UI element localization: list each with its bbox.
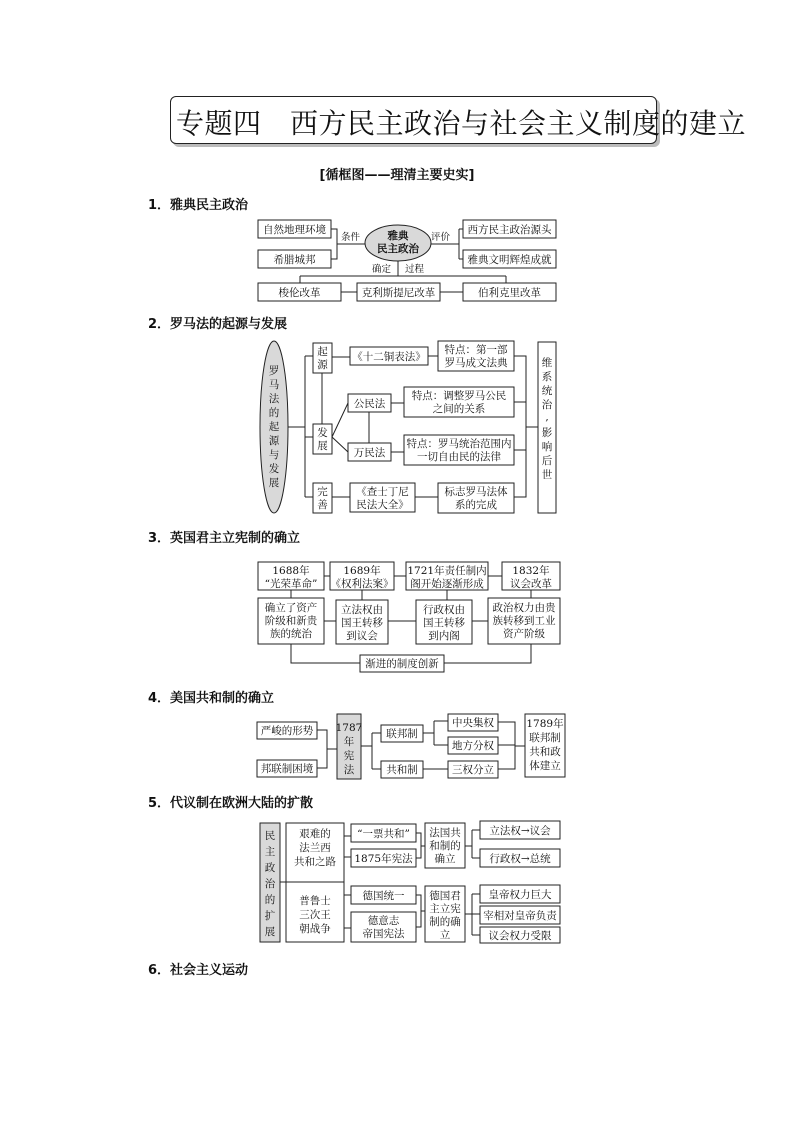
svg-text:议会改革: 议会改革 [510, 578, 552, 590]
d1-left2: 希腊城邦 [273, 254, 316, 266]
svg-text:源: 源 [317, 359, 328, 371]
section-heading-5: 5．代议制在欧洲大陆的扩散 [148, 796, 314, 811]
svg-text:三次王: 三次王 [299, 909, 331, 921]
svg-text:艰难的: 艰难的 [299, 828, 331, 840]
svg-text:宪: 宪 [343, 750, 355, 762]
svg-text:皇帝权力巨大: 皇帝权力巨大 [488, 889, 552, 901]
svg-text:体建立: 体建立 [529, 760, 561, 772]
svg-text:特点：调整罗马公民: 特点：调整罗马公民 [411, 390, 507, 402]
svg-text:马: 马 [268, 379, 280, 391]
svg-text:1789年: 1789年 [526, 718, 564, 730]
svg-text:法: 法 [343, 764, 355, 776]
svg-text:“光荣革命”: “光荣革命” [264, 578, 318, 590]
svg-text:中央集权: 中央集权 [452, 717, 494, 729]
svg-text:《查士丁尼: 《查士丁尼 [356, 486, 409, 498]
svg-text:共和制: 共和制 [386, 764, 418, 776]
svg-text:阶级和新贵: 阶级和新贵 [264, 615, 318, 627]
d1-process: 过程 [405, 264, 425, 275]
d1-right1: 西方民主政治源头 [467, 224, 552, 236]
svg-text:万民法: 万民法 [353, 447, 386, 459]
svg-text:联邦制: 联邦制 [529, 732, 561, 744]
svg-text:善: 善 [317, 499, 328, 511]
d1-right2: 雅典文明辉煌成就 [467, 254, 552, 266]
d1-b2: 克利斯提尼改革 [361, 287, 436, 299]
page-title: 专题四 西方民主政治与社会主义制度的建立 [176, 107, 747, 140]
svg-text:立法权由: 立法权由 [341, 604, 383, 616]
svg-text:与: 与 [268, 449, 280, 461]
d1-confirm: 确定 [372, 264, 392, 275]
svg-text:源: 源 [268, 435, 280, 447]
svg-text:主: 主 [264, 846, 276, 858]
svg-text:和制的: 和制的 [429, 840, 461, 852]
d1-center2: 民主政治 [377, 243, 419, 255]
svg-text:族转移到工业: 族转移到工业 [492, 615, 556, 627]
svg-text:德国统一: 德国统一 [362, 890, 405, 902]
svg-text:统: 统 [541, 385, 553, 397]
svg-text:公民法: 公民法 [353, 398, 386, 410]
svg-text:之间的关系: 之间的关系 [432, 403, 486, 415]
svg-text:世: 世 [541, 469, 553, 481]
svg-text:系: 系 [541, 371, 553, 383]
d1-eval: 评价 [431, 232, 451, 243]
svg-text:罗马成文法典: 罗马成文法典 [444, 357, 508, 369]
svg-text:立: 立 [439, 929, 451, 941]
svg-text:展: 展 [264, 926, 276, 938]
svg-text:完: 完 [317, 486, 328, 498]
svg-text:共和之路: 共和之路 [294, 856, 336, 868]
svg-text:到内阁: 到内阁 [428, 630, 460, 642]
svg-text:政治权力由贵: 政治权力由贵 [492, 602, 556, 614]
svg-text:确立: 确立 [434, 853, 456, 865]
svg-text:地方分权: 地方分权 [452, 740, 494, 752]
svg-text:法国共: 法国共 [429, 827, 461, 839]
svg-text:民法大全》: 民法大全》 [356, 499, 409, 511]
svg-text:治: 治 [264, 878, 276, 890]
svg-text:发: 发 [268, 463, 280, 475]
section-heading-1: 1．雅典民主政治 [148, 198, 249, 213]
svg-text:族的统治: 族的统治 [270, 628, 312, 640]
svg-text:主立宪: 主立宪 [429, 903, 461, 915]
svg-text:民: 民 [264, 830, 276, 842]
svg-text:阁开始逐渐形成: 阁开始逐渐形成 [410, 578, 484, 590]
svg-text:展: 展 [317, 440, 328, 452]
svg-text:严峻的形势: 严峻的形势 [260, 725, 314, 737]
svg-text:渐进的制度创新: 渐进的制度创新 [365, 658, 439, 670]
svg-text:标志罗马法体: 标志罗马法体 [444, 486, 508, 498]
svg-text:普鲁士: 普鲁士 [299, 895, 331, 907]
d1-b3: 伯利克里改革 [478, 287, 541, 299]
section-heading-2: 2．罗马法的起源与发展 [148, 317, 288, 332]
svg-text:资产阶级: 资产阶级 [503, 628, 545, 640]
d1-cond: 条件 [341, 232, 361, 243]
svg-text:发: 发 [317, 427, 328, 439]
svg-text:后: 后 [541, 455, 553, 467]
svg-text:德意志: 德意志 [367, 915, 400, 927]
svg-text:行政权由: 行政权由 [423, 604, 465, 616]
svg-text:扩: 扩 [264, 910, 276, 922]
svg-text:响: 响 [541, 441, 553, 453]
d1-b1: 梭伦改革 [278, 287, 321, 299]
svg-text:展: 展 [268, 477, 280, 489]
svg-text:影: 影 [541, 427, 553, 439]
svg-text:朝战争: 朝战争 [299, 923, 331, 935]
svg-text:“一票共和”: “一票共和” [357, 828, 410, 840]
svg-text:治: 治 [541, 399, 553, 411]
svg-text:法兰西: 法兰西 [299, 842, 331, 854]
svg-text:1787: 1787 [335, 722, 363, 734]
subtitle: [循框图——理清主要史实] [319, 168, 475, 183]
d1-center1: 雅典 [387, 230, 409, 242]
svg-text:《十二铜表法》: 《十二铜表法》 [352, 351, 426, 363]
svg-text:联邦制: 联邦制 [386, 728, 418, 740]
svg-text:三权分立: 三权分立 [452, 764, 494, 776]
svg-text:起: 起 [317, 346, 328, 358]
svg-text:的: 的 [268, 407, 280, 419]
svg-text:1832年: 1832年 [512, 565, 550, 577]
svg-text:制的确: 制的确 [429, 916, 461, 928]
svg-text:系的完成: 系的完成 [455, 499, 497, 511]
svg-text:特点：罗马统治范围内: 特点：罗马统治范围内 [406, 438, 512, 450]
section-heading-3: 3．英国君主立宪制的确立 [148, 531, 301, 546]
svg-text:一切自由民的法律: 一切自由民的法律 [417, 451, 501, 463]
svg-text:政: 政 [264, 862, 276, 874]
svg-text:共和政: 共和政 [529, 746, 561, 758]
svg-text:国王转移: 国王转移 [423, 617, 465, 629]
svg-text:,: , [545, 411, 549, 423]
svg-text:到议会: 到议会 [346, 630, 378, 642]
svg-text:行政权→总统: 行政权→总统 [489, 853, 551, 865]
svg-text:国王转移: 国王转移 [341, 617, 383, 629]
d1-left1: 自然地理环境 [263, 224, 326, 236]
svg-text:维: 维 [541, 357, 553, 369]
svg-text:特点：第一部: 特点：第一部 [444, 344, 508, 356]
svg-text:法: 法 [268, 393, 280, 405]
svg-text:帝国宪法: 帝国宪法 [362, 928, 405, 940]
svg-text:邦联制困境: 邦联制困境 [260, 763, 314, 775]
svg-text:德国君: 德国君 [429, 890, 461, 902]
svg-text:罗: 罗 [268, 365, 280, 377]
section-heading-4: 4．美国共和制的确立 [148, 691, 275, 706]
svg-text:1721年责任制内: 1721年责任制内 [407, 565, 487, 577]
svg-text:确立了资产: 确立了资产 [264, 602, 318, 614]
svg-text:年: 年 [343, 736, 355, 748]
svg-text:的: 的 [264, 894, 276, 906]
svg-text:1875年宪法: 1875年宪法 [354, 853, 413, 865]
svg-text:1689年: 1689年 [343, 565, 381, 577]
svg-text:宰相对皇帝负责: 宰相对皇帝负责 [483, 910, 557, 922]
section-heading-6: 6．社会主义运动 [148, 963, 249, 978]
svg-text:1688年: 1688年 [272, 565, 310, 577]
svg-text:《权利法案》: 《权利法案》 [330, 578, 394, 590]
svg-text:起: 起 [268, 421, 280, 433]
svg-text:议会权力受限: 议会权力受限 [488, 930, 552, 942]
svg-text:立法权→议会: 立法权→议会 [489, 825, 551, 837]
